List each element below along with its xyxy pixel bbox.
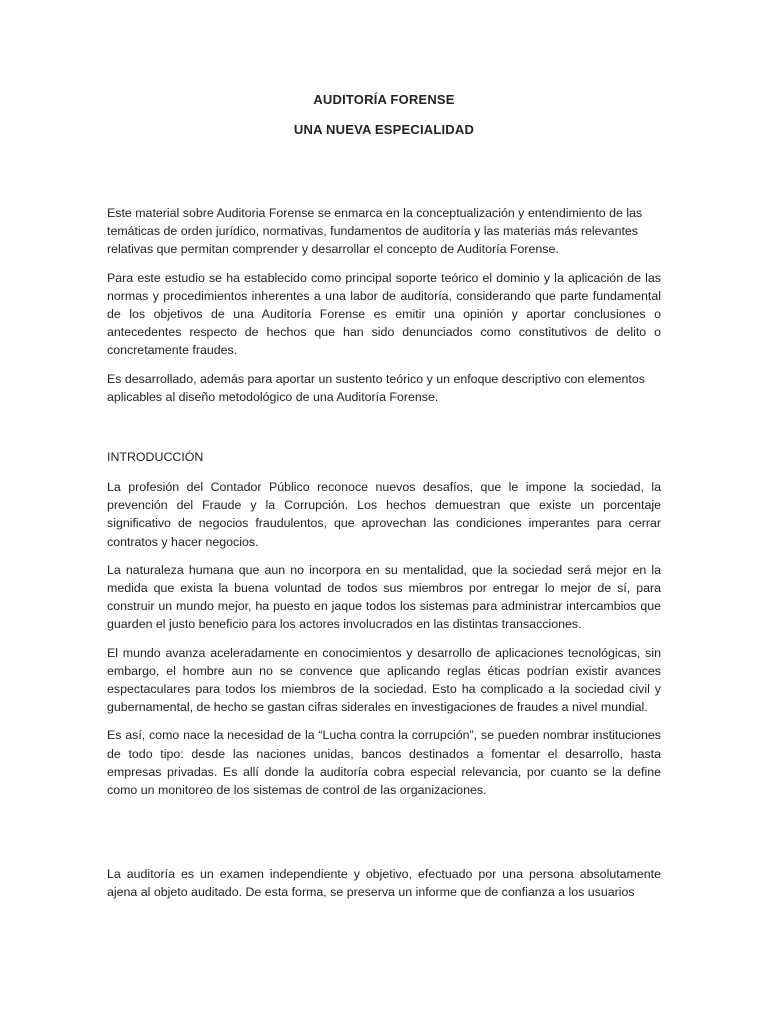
section-paragraph: Es así, como nace la necesidad de la “Lucha contra la corrupción”, se pueden nombrar instituciones de todo tipo: desde las naciones unidas, bancos destinados a fomentar el desarrollo, hasta empresas privadas. Es allí donde la auditoría cobra especial relevancia, por cuanto se la define como un monitoreo de los sistemas de control de las organizaciones.: [107, 728, 661, 798]
intro-paragraph: Es desarrollado, además para aportar un sustento teórico y un enfoque descriptivo con elementos aplicables al diseño metodológico de una Auditoría Forense.: [107, 371, 645, 404]
intro-paragraph: Este material sobre Auditoria Forense se enmarca en la conceptualización y entendimiento de las temáticas de orden jurídico, normativas, fundamentos de auditoría y las materias más relevantes relativas que permitan comprender y desarrollar el concepto de Auditoría Forense.: [107, 206, 643, 257]
closing-paragraph: La auditoría es un examen independiente y objetivo, efectuado por una persona absolutamente ajena al objeto auditado. De esta forma, se preserva un informe que de confianza a los usuarios: [107, 867, 661, 900]
section-paragraph: El mundo avanza aceleradamente en conocimientos y desarrollo de aplicaciones tecnológicas, sin embargo, el hombre aun no se convence que aplicando reglas éticas podrían existir avances espectaculares para todos los miembros de la sociedad. Esto ha complicado a la sociedad civil y gubernamental, de hecho se gastan cifras siderales en investigaciones de fraudes a nivel mundial.: [107, 645, 661, 715]
section-paragraph: La naturaleza humana que aun no incorpora en su mentalidad, que la sociedad será mejor en la medida que exista la buena voluntad de todos sus miembros por entregar lo mejor de sí, para construir un mundo mejor, ha puesto en jaque todos los sistemas para administrar intercambios que guarden el justo beneficio para los actores involucrados en las distintas transacciones.: [107, 562, 661, 632]
spacer: [107, 138, 661, 204]
document-subtitle: UNA NUEVA ESPECIALIDAD: [293, 122, 475, 137]
intro-paragraph: Para este estudio se ha establecido como principal soporte teórico el dominio y la aplicación de las normas y procedimientos inherentes a una labor de auditoría, considerando que parte fundamental de los objetivos de una Auditoría Forense es emitir una opinión y aportar conclusiones o antecedentes respecto de hechos que han sido denunciados como constitutivos de delito o concretamente fraudes.: [107, 270, 661, 358]
section-heading: INTRODUCCIÓN: [107, 450, 204, 465]
section-paragraph: La profesión del Contador Público reconoce nuevos desafíos, que le impone la sociedad, la prevención del Fraude y la Corrupción. Los hechos demuestran que existe un porcentaje significativo de negocios fraudulentos, que aprovechan las condiciones imperantes para cerrar contratos y hacer negocios.: [107, 480, 661, 549]
spacer: [107, 809, 661, 865]
document-title: AUDITORÍA FORENSE: [313, 92, 455, 107]
